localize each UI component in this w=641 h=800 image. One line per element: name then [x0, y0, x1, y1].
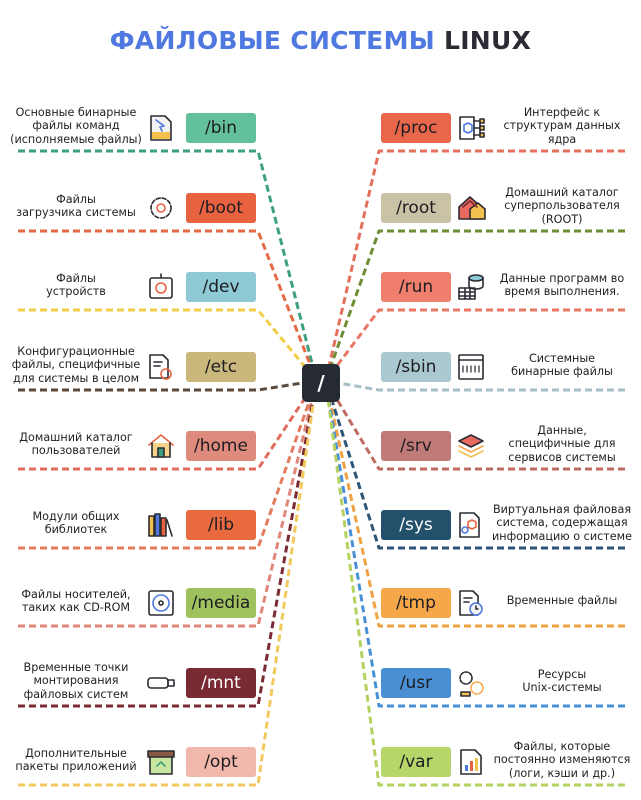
database-icon	[456, 272, 486, 302]
desc-opt-line: Дополнительные	[25, 746, 127, 760]
desc-media-line: таких как CD-ROM	[21, 601, 131, 614]
chart-doc-icon	[456, 747, 486, 777]
dir-box-sbin: /sbin	[381, 352, 451, 382]
desc-bin-line: (исполняемые файлы)	[10, 132, 142, 146]
desc-proc-line: Интерфейс к	[523, 105, 601, 119]
desc-media	[1, 588, 151, 615]
dir-box-var: /var	[381, 747, 451, 777]
dir-box-boot: /boot	[186, 193, 256, 223]
desc-sys-line: система, содержащая	[496, 516, 628, 530]
desc-mnt-line: файловых систем	[23, 687, 129, 701]
desc-bin-line: файлы команд	[32, 119, 120, 133]
desc-lib-line: Модули общих	[32, 509, 120, 523]
connector-sbin	[327, 381, 625, 390]
desc-dev-line: устройств	[46, 285, 106, 298]
page-title	[0, 26, 641, 55]
dir-box-proc: /proc	[381, 113, 451, 143]
desc-mnt-line: монтирования	[33, 674, 119, 688]
desc-mnt-line: Временные точки	[23, 660, 129, 674]
dir-box-tmp: /tmp	[381, 588, 451, 618]
dir-box-bin: /bin	[186, 113, 256, 143]
desc-usr-line: Unix-системы	[522, 681, 602, 694]
desc-sys	[487, 503, 637, 544]
desc-tmp-line: Временные файлы	[506, 594, 618, 608]
title-part-1: ФАЙЛОВЫЕ СИСТЕМЫ	[109, 26, 435, 55]
desc-etc-line: Конфигурационные	[17, 344, 135, 358]
desc-srv-line: сервисов системы	[508, 450, 616, 464]
desc-var-line: Файлы, которые	[513, 739, 611, 753]
desc-opt	[1, 747, 151, 774]
desc-root-line: суперпользователя	[504, 199, 620, 213]
desc-boot	[1, 193, 151, 220]
desc-home-line: пользователей	[31, 444, 121, 457]
desc-var-line: (логи, кэши и др.)	[508, 766, 616, 780]
desc-home	[1, 431, 151, 458]
desc-sys-line: информацию о системе	[492, 529, 632, 543]
desc-bin	[1, 106, 151, 147]
desc-dev-line: Файлы	[56, 271, 96, 285]
desc-root	[487, 186, 637, 227]
cube-diagram-icon	[456, 113, 486, 143]
virtual-fs-icon	[456, 510, 486, 540]
desc-root-line: (ROOT)	[541, 212, 583, 226]
desc-usr-line: Ресурсы	[537, 667, 587, 681]
dir-box-srv: /srv	[381, 431, 451, 461]
admin-home-icon	[456, 193, 486, 223]
dir-box-sys: /sys	[381, 510, 451, 540]
dir-box-usr: /usr	[381, 668, 451, 698]
desc-opt-line: пакеты приложений	[15, 760, 137, 773]
desc-lib-line: библиотек	[44, 523, 108, 536]
desc-proc-line: структурам данных	[503, 119, 621, 133]
desc-etc-line: для системы в целом	[12, 371, 140, 385]
desc-srv-line: специфичные для	[508, 437, 616, 451]
server-stack-icon	[456, 431, 486, 461]
dir-box-home: /home	[186, 431, 256, 461]
desc-mnt	[1, 661, 151, 702]
desc-sbin	[487, 352, 637, 379]
desc-run-line: время выполнения.	[504, 285, 620, 298]
dir-box-opt: /opt	[186, 747, 256, 777]
desc-lib	[1, 510, 151, 537]
desc-media-line: Файлы носителей,	[21, 587, 131, 601]
desc-sbin-line: Системные	[528, 351, 596, 365]
desc-root-line: Домашний каталог	[505, 185, 619, 199]
desc-proc	[487, 106, 637, 147]
connector-bin	[18, 151, 315, 375]
dir-box-dev: /dev	[186, 272, 256, 302]
binary-file-icon	[456, 352, 486, 382]
desc-bin-line: Основные бинарные	[15, 105, 137, 119]
desc-etc-line: файлы, специфичные	[11, 358, 141, 372]
desc-var-line: постоянно изменяются	[493, 753, 631, 767]
desc-sys-line: Виртуальная файловая	[492, 502, 632, 516]
desc-usr	[487, 668, 637, 695]
desc-boot-line: загрузчика системы	[16, 206, 136, 219]
desc-etc	[1, 345, 151, 386]
desc-sbin-line: бинарные файлы	[511, 365, 613, 378]
desc-var	[487, 740, 637, 781]
desc-tmp	[487, 594, 637, 608]
dir-box-lib: /lib	[186, 510, 256, 540]
desc-srv	[487, 424, 637, 465]
title-part-2: LINUX	[443, 26, 532, 55]
dir-box-run: /run	[381, 272, 451, 302]
clock-doc-icon	[456, 588, 486, 618]
dir-box-etc: /etc	[186, 352, 256, 382]
desc-srv-line: Данные,	[537, 423, 587, 437]
desc-proc-line: ядра	[547, 132, 577, 146]
dir-box-root: /root	[381, 193, 451, 223]
resources-gears-icon	[456, 668, 486, 698]
desc-run	[487, 272, 637, 299]
dir-box-media: /media	[186, 588, 256, 618]
desc-boot-line: Файлы	[56, 192, 96, 206]
dir-box-mnt: /mnt	[186, 668, 256, 698]
desc-run-line: Данные программ во	[499, 271, 625, 285]
desc-home-line: Домашний каталог	[19, 430, 133, 444]
desc-dev	[1, 272, 151, 299]
connector-proc	[327, 151, 625, 375]
root-directory-node: /	[302, 364, 340, 402]
